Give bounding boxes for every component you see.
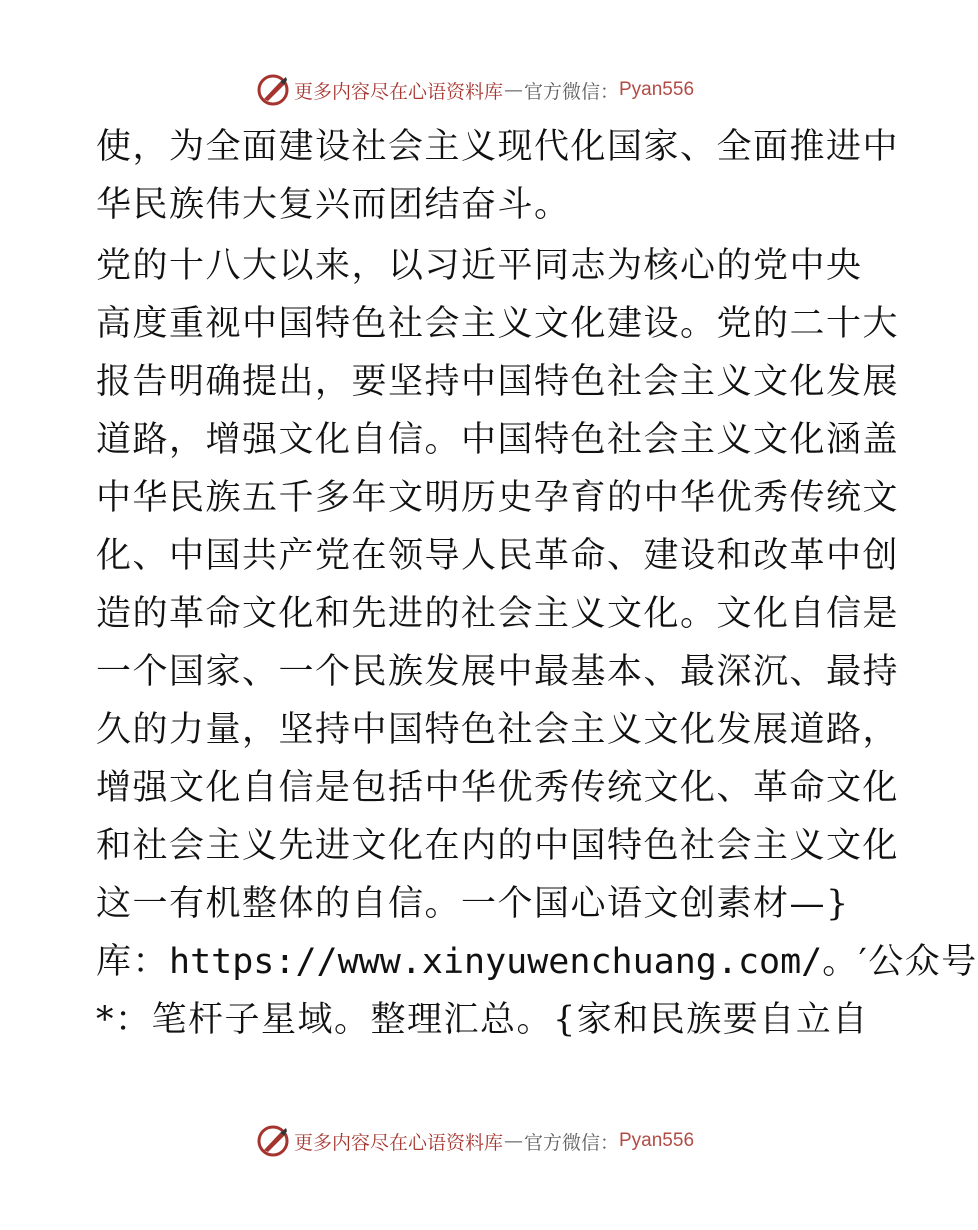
text-line: 化、中国共产党在领导人民革命、建设和改革中创 bbox=[96, 536, 900, 576]
banner-dash: — bbox=[503, 79, 523, 101]
banner-account: Pyan556 bbox=[619, 1130, 695, 1151]
text-line: 久的力量，坚持中国特色社会主义文化发展道路， bbox=[96, 710, 900, 750]
footer-watermark-banner bbox=[0, 1121, 950, 1161]
banner-site-text: 更多内容尽在心语资料库 bbox=[293, 1131, 503, 1154]
banner-wechat-label: 官方微信： bbox=[523, 1131, 619, 1154]
url-suffix: 。′公众号 bbox=[822, 942, 978, 982]
brush-logo-icon bbox=[256, 73, 290, 107]
banner-site-text: 更多内容尽在心语资料库 bbox=[293, 80, 503, 103]
banner-account: Pyan556 bbox=[619, 79, 695, 100]
banner-wechat-label: 官方微信： bbox=[523, 80, 619, 103]
text-line: 这一有机整体的自信。一个国心语文创素材—} bbox=[96, 884, 850, 924]
website-link[interactable]: https://www.xinyuwenchuang.com/ bbox=[169, 942, 823, 982]
brush-logo-icon bbox=[256, 1124, 290, 1158]
banner-dash: — bbox=[503, 1130, 523, 1152]
url-line bbox=[96, 933, 978, 991]
text-line: 使，为全面建设社会主义现代化国家、全面推进中 bbox=[96, 127, 900, 167]
text-line: 一个国家、一个民族发展中最基本、最深沉、最持 bbox=[96, 652, 900, 692]
text-line: 中华民族五千多年文明历史孕育的中华优秀传统文 bbox=[96, 478, 900, 518]
text-line: 造的革命文化和先进的社会主义文化。文化自信是 bbox=[96, 594, 900, 634]
text-line: 增强文化自信是包括中华优秀传统文化、革命文化 bbox=[96, 768, 900, 808]
text-line: 报告明确提出，要坚持中国特色社会主义文化发展 bbox=[96, 362, 900, 402]
text-line: 道路，增强文化自信。中国特色社会主义文化涵盖 bbox=[96, 420, 900, 460]
text-line: 党的十八大以来，以习近平同志为核心的党中央 bbox=[96, 246, 863, 286]
text-line: 华民族伟大复兴而团结奋斗。 bbox=[96, 185, 571, 225]
document-body bbox=[96, 118, 978, 1049]
text-line: *：笔杆子星域。整理汇总。{家和民族要自立自 bbox=[96, 1000, 869, 1040]
text-line: 和社会主义先进文化在内的中国特色社会主义文化 bbox=[96, 826, 900, 866]
url-prefix: 库： bbox=[96, 942, 170, 982]
header-watermark-banner bbox=[0, 70, 950, 110]
text-line: 高度重视中国特色社会主义文化建设。党的二十大 bbox=[96, 304, 900, 344]
